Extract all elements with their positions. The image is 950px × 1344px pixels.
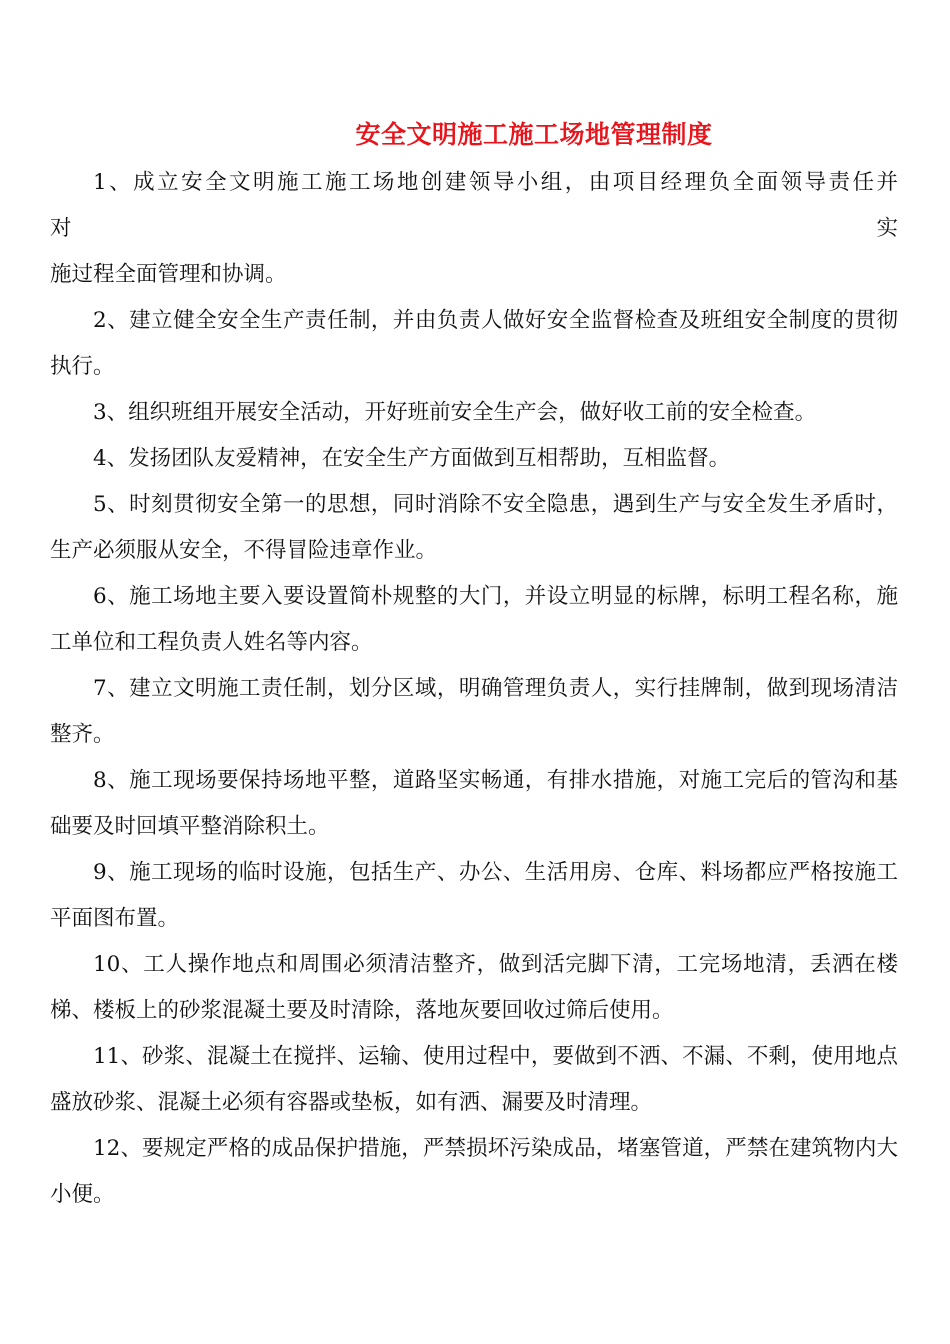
rule-item: 3、组织班组开展安全活动，开好班前安全生产会，做好收工前的安全检查。 [93, 400, 817, 425]
rule-item: 6、施工场地主要入要设置简朴规整的大门，并设立明显的标牌，标明工程名称，施工单位和工程负责人姓名等内容。 [50, 584, 898, 655]
rule-item-1-line2-left: 对 [50, 216, 72, 241]
rule-item: 5、时刻贯彻安全第一的思想，同时消除不安全隐患，遇到生产与安全发生矛盾时，生产必须服从安全，不得冒险违章作业。 [50, 492, 898, 563]
rule-item: 12、要规定严格的成品保护措施，严禁损坏污染成品，堵塞管道，严禁在建筑物内大小便。 [50, 1136, 898, 1207]
rule-item: 2、建立健全安全生产责任制，并由负责人做好安全监督检查及班组安全制度的贯彻执行。 [50, 308, 898, 379]
rule-item: 11、砂浆、混凝土在搅拌、运输、使用过程中，要做到不洒、不漏、不剩，使用地点盛放砂浆、混凝土必须有容器或垫板，如有洒、漏要及时清理。 [50, 1044, 898, 1115]
rule-item-1-line2 [50, 206, 898, 252]
rule-item: 4、发扬团队友爱精神，在安全生产方面做到互相帮助，互相监督。 [93, 446, 731, 471]
document-title: 安全文明施工施工场地管理制度 [355, 120, 713, 149]
rule-item: 10、工人操作地点和周围必须清洁整齐，做到活完脚下清，工完场地清，丢洒在楼梯、楼板上的砂浆混凝土要及时清除，落地灰要回收过筛后使用。 [50, 952, 898, 1023]
rule-item-1-line2-right: 实 [876, 216, 898, 241]
rule-item-1-line1: 1、成立安全文明施工施工场地创建领导小组，由项目经理负全面领导责任并 [93, 170, 898, 195]
rule-item: 8、施工现场要保持场地平整，道路坚实畅通，有排水措施，对施工完后的管沟和基础要及时回填平整消除积土。 [50, 768, 898, 839]
rule-item: 9、施工现场的临时设施，包括生产、办公、生活用房、仓库、料场都应严格按施工平面图布置。 [50, 860, 898, 931]
rule-item: 7、建立文明施工责任制，划分区域，明确管理负责人，实行挂牌制，做到现场清洁整齐。 [50, 676, 898, 747]
rule-item-1-line3: 施过程全面管理和协调。 [50, 262, 287, 287]
document-page [50, 110, 898, 1218]
